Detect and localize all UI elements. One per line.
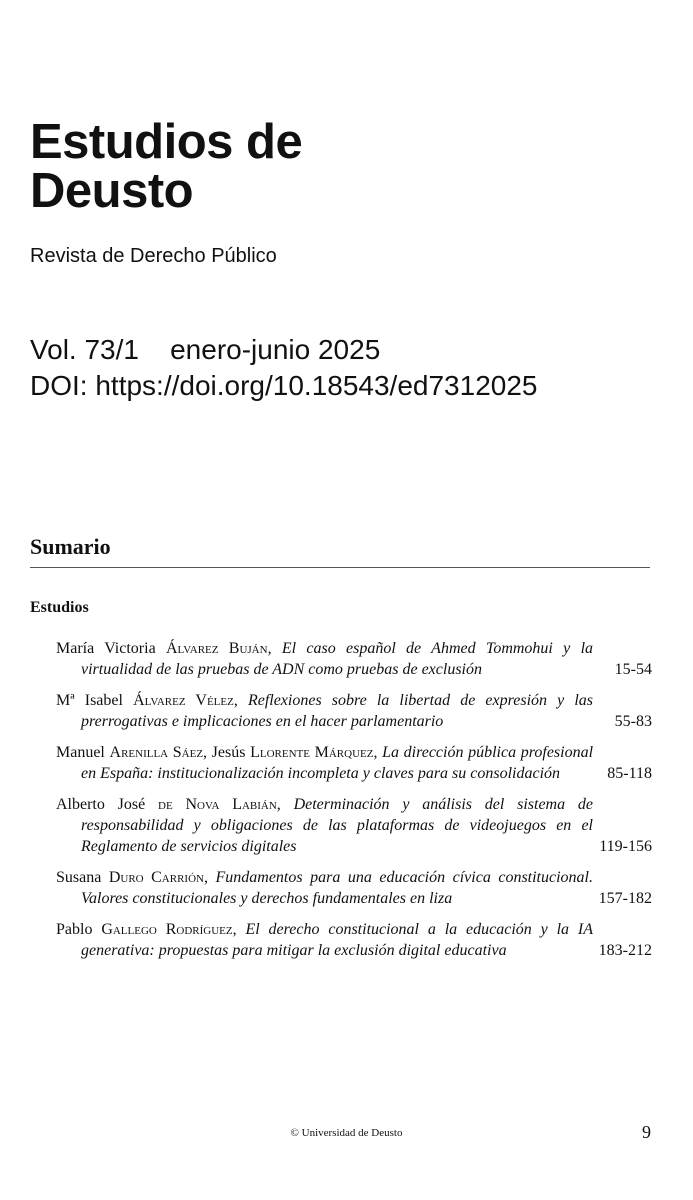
toc-entry[interactable] <box>56 690 652 732</box>
toc-author-surname: Arenilla Sáez <box>109 744 204 761</box>
toc-pages: 157-182 <box>598 890 652 907</box>
toc-title: Fundamentos para una educación cívica constitucional. Valores constitucionales y derechos fundamentales en liza <box>81 869 593 907</box>
toc-pages: 119-156 <box>599 838 652 855</box>
table-of-contents <box>56 638 652 971</box>
sumario-heading: Sumario <box>30 534 111 559</box>
page-number: 9 <box>642 1122 651 1142</box>
toc-entry-text <box>56 638 593 680</box>
toc-author: Pablo <box>56 921 102 938</box>
journal-subtitle: Revista de Derecho Público <box>30 245 277 267</box>
toc-separator: , <box>276 796 294 813</box>
sumario-divider <box>30 567 650 568</box>
toc-entry-text <box>56 919 593 961</box>
toc-entry-text <box>56 794 593 857</box>
toc-entry-text <box>56 690 593 732</box>
toc-author: María Victoria <box>56 640 166 657</box>
toc-author-surname: Duro Carrión <box>108 869 204 886</box>
footer-copyright: © Universidad de Deusto <box>290 1127 403 1139</box>
toc-entry[interactable] <box>56 919 652 961</box>
toc-author: Manuel <box>56 744 110 761</box>
toc-entry[interactable] <box>56 742 652 784</box>
section-heading-estudios: Estudios <box>30 599 89 616</box>
toc-author-surname: Gallego Rodríguez <box>101 921 233 938</box>
publication-period: enero-junio 2025 <box>170 334 381 365</box>
toc-separator: , <box>267 640 282 657</box>
toc-title: El caso español de Ahmed Tommohui y la virtualidad de las pruebas de ADN como pruebas de exclusión <box>81 640 594 678</box>
volume-number: Vol. 73/1 <box>30 334 139 365</box>
toc-separator: , <box>203 869 216 886</box>
toc-title: La dirección pública profesional en España: institucionalización incompleta y claves para su consolidación <box>81 744 594 782</box>
toc-author-surname: Álvarez Vélez <box>133 692 234 709</box>
toc-title: El derecho constitucional a la educación y la IA generativa: propuestas para mitigar la exclusión digital educativa <box>81 921 593 959</box>
toc-entry[interactable] <box>56 867 652 909</box>
volume-line <box>30 334 380 366</box>
toc-separator: , <box>373 744 383 761</box>
doi-link[interactable]: DOI: https://doi.org/10.18543/ed7312025 <box>30 370 538 401</box>
toc-title: Reflexiones sobre la libertad de expresión y las prerrogativas e implicaciones en el hacer parlamentario <box>81 692 593 730</box>
toc-author-surname: de Nova Labián <box>158 796 277 813</box>
toc-pages: 15-54 <box>614 661 652 678</box>
toc-author: Susana <box>56 869 109 886</box>
toc-pages: 183-212 <box>598 942 652 959</box>
toc-author: Mª Isabel <box>56 692 134 709</box>
toc-author-join: , Jesús <box>203 744 251 761</box>
toc-entry-text <box>56 867 593 909</box>
toc-author-surname: Álvarez Buján <box>165 640 268 657</box>
journal-title-line-2: Deusto <box>30 164 194 218</box>
toc-author: Alberto José <box>56 796 158 813</box>
toc-entry[interactable] <box>56 638 652 680</box>
toc-entry[interactable] <box>56 794 652 857</box>
toc-separator: , <box>232 921 246 938</box>
toc-pages: 55-83 <box>614 713 652 730</box>
toc-pages: 85-118 <box>607 765 652 782</box>
toc-author-surname: Llorente Márquez <box>250 744 374 761</box>
toc-entry-text <box>56 742 593 784</box>
journal-title-line-1: Estudios de <box>30 115 303 169</box>
journal-title <box>30 115 303 218</box>
toc-title: Determinación y análisis del sistema de responsabilidad y obligaciones de las plataformas de videojuegos en el Reglamento de servicios digitales <box>81 796 593 855</box>
toc-separator: , <box>233 692 248 709</box>
